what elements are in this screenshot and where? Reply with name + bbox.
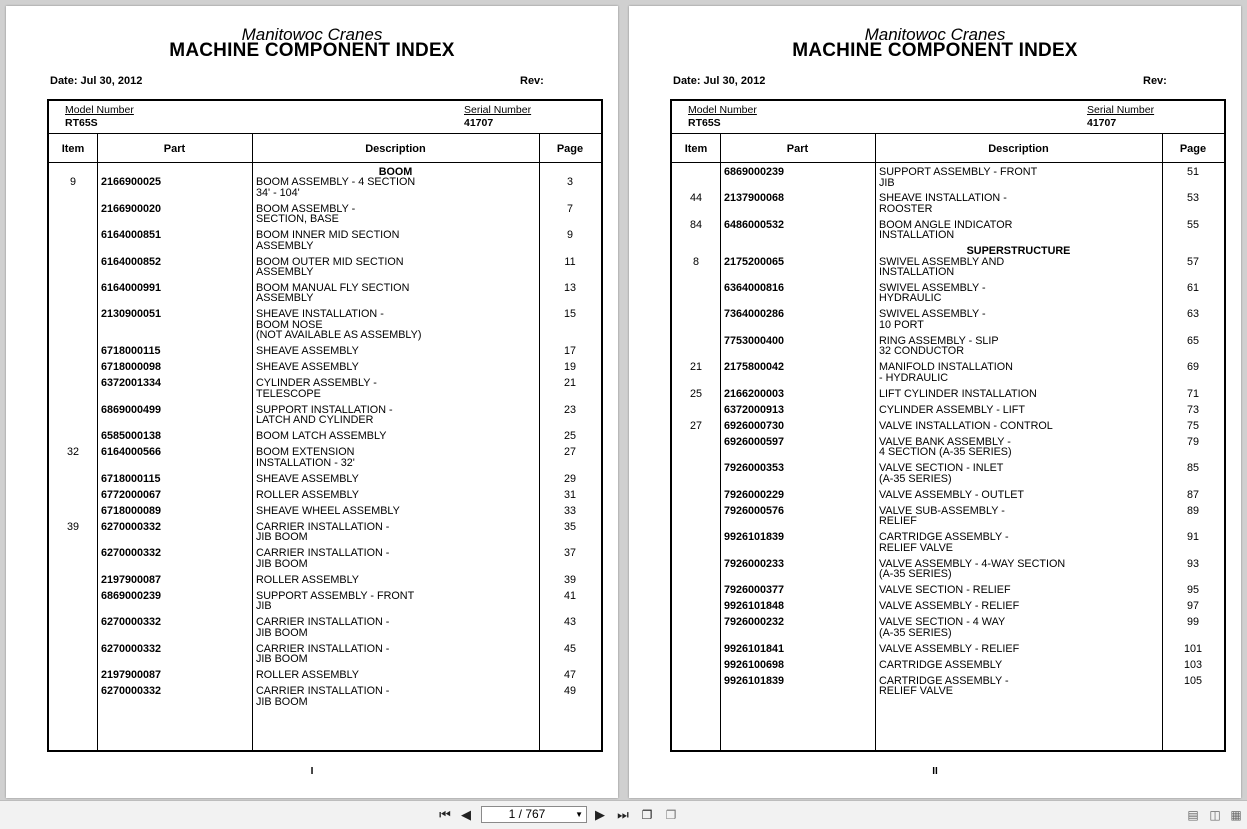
row-description-line: JIB BOOM (256, 653, 308, 665)
row-description-line: VALVE SECTION - INLET (879, 462, 1004, 475)
row-description (256, 474, 538, 485)
row-page-number: 103 (1183, 658, 1202, 671)
row-description-line: BOOM ASSEMBLY - (256, 202, 356, 215)
row-part-number: 7926000232 (724, 616, 785, 629)
row-description-line: ASSEMBLY (256, 239, 314, 252)
row-page-number: 73 (1186, 403, 1199, 416)
row-description (879, 309, 1161, 330)
next-page-icon[interactable]: ▶ (595, 807, 605, 822)
row-part-number: 6718000089 (101, 504, 162, 517)
row-page-number: 85 (1186, 462, 1199, 475)
row-description (879, 559, 1161, 580)
row-description (256, 346, 538, 357)
row-description (256, 617, 538, 638)
row-description (879, 193, 1161, 214)
row-page-number: 31 (563, 488, 576, 501)
row-page-number: 71 (1186, 387, 1199, 400)
row-part-number: 6718000115 (101, 472, 161, 485)
row-description (879, 644, 1161, 655)
row-description-line: - HYDRAULIC (879, 371, 948, 384)
column-headers (672, 134, 1224, 163)
row-description (256, 591, 538, 612)
row-description (256, 447, 538, 468)
row-part-number: 2166900020 (101, 202, 162, 215)
row-description-line: VALVE ASSEMBLY - 4-WAY SECTION (879, 557, 1066, 570)
row-description-line: VALVE ASSEMBLY - RELIEF (879, 642, 1020, 655)
single-page-view-icon[interactable]: ❐ (641, 808, 653, 822)
row-part-number: 6164000566 (101, 446, 162, 459)
row-part-number: 6869000239 (724, 166, 785, 178)
row-page-number: 9 (566, 229, 573, 242)
row-page-number: 93 (1186, 557, 1199, 570)
column-header-description: Description (365, 143, 426, 155)
row-part-number: 6926000730 (724, 419, 785, 432)
row-description-line: ROLLER ASSEMBLY (256, 668, 360, 681)
row-description-line: BOOM LATCH ASSEMBLY (256, 430, 387, 442)
row-part-number: 6270000332 (101, 520, 162, 533)
row-part-number: 7926000233 (724, 557, 785, 570)
row-description-line: RELIEF VALVE (879, 541, 954, 554)
model-number-value: RT65S (688, 117, 721, 129)
column-header-description: Description (988, 143, 1049, 155)
row-page-number: 53 (1186, 192, 1199, 205)
row-page-number: 63 (1186, 308, 1199, 321)
document-date: Date: Jul 30, 2012 (50, 75, 143, 87)
row-description-line: VALVE BANK ASSEMBLY - (879, 435, 1011, 448)
row-description-line: LIFT CYLINDER INSTALLATION (879, 387, 1037, 400)
row-part-number: 6164000852 (101, 255, 162, 268)
row-page-number: 41 (563, 589, 576, 602)
row-page-number: 57 (1186, 255, 1199, 268)
row-description (256, 378, 538, 399)
column-header-page: Page (556, 143, 584, 155)
row-page-number: 43 (563, 616, 576, 629)
row-description-line: SWIVEL ASSEMBLY AND (879, 255, 1005, 268)
row-description-line: SUPPORT ASSEMBLY - FRONT (879, 166, 1038, 178)
row-description (879, 220, 1161, 241)
row-description (879, 532, 1161, 553)
component-index-table (47, 99, 603, 752)
row-description-line: BOOM OUTER MID SECTION (256, 255, 404, 268)
row-description (256, 548, 538, 569)
row-description-line: CARRIER INSTALLATION - (256, 520, 390, 533)
row-description-line: (A-35 SERIES) (879, 626, 952, 639)
row-description-line: JIB (256, 600, 272, 613)
row-description-line: SHEAVE ASSEMBLY (256, 472, 359, 485)
row-description-line: ASSEMBLY (256, 292, 314, 305)
row-description (879, 676, 1161, 697)
column-header-page: Page (1179, 143, 1207, 155)
row-description-line: VALVE SECTION - RELIEF (879, 583, 1011, 596)
row-description-line: BOOM INNER MID SECTION (256, 229, 400, 242)
row-description (256, 283, 538, 304)
row-part-number: 2197900087 (101, 573, 162, 586)
row-description (879, 421, 1161, 432)
row-description-line: SHEAVE ASSEMBLY (256, 361, 359, 374)
pdf-page-2 (629, 6, 1241, 798)
row-description (879, 389, 1161, 400)
row-description-line: CARTRIDGE ASSEMBLY - (879, 531, 1009, 544)
brand-name: Manitowoc Cranes (864, 25, 1006, 44)
row-description-line: RING ASSEMBLY - SLIP (879, 334, 999, 347)
row-part-number: 6869000499 (101, 403, 162, 416)
row-description-line: SHEAVE INSTALLATION - (256, 308, 384, 321)
row-description-line: INSTALLATION (879, 266, 955, 278)
row-description (256, 670, 538, 681)
row-page-number: 89 (1186, 504, 1199, 517)
row-description-line: SUPPORT INSTALLATION - (256, 403, 393, 416)
row-description-line: VALVE INSTALLATION - CONTROL (879, 419, 1053, 432)
row-description (256, 431, 538, 442)
row-description (256, 257, 538, 278)
row-description-line: BOOM EXTENSION (256, 446, 355, 459)
page-indicator: 1 / 767 (508, 807, 546, 821)
row-page-number: 99 (1186, 616, 1199, 629)
row-part-number: 6164000991 (101, 281, 162, 294)
facing-view-icon[interactable]: ◫ (1209, 808, 1221, 822)
revision-label: Rev: (1143, 75, 1167, 87)
row-description (879, 437, 1161, 458)
row-description-line: BOOM ANGLE INDICATOR (879, 218, 1013, 231)
row-description-line: RELIEF VALVE (879, 685, 954, 698)
row-description-line: SHEAVE WHEEL ASSEMBLY (256, 504, 400, 517)
row-page-number: 97 (1186, 600, 1199, 612)
row-part-number: 6718000115 (101, 345, 161, 357)
row-part-number: 6164000851 (101, 229, 162, 242)
row-part-number: 6364000816 (724, 281, 785, 294)
row-description-line: CARRIER INSTALLATION - (256, 642, 390, 655)
row-description (879, 336, 1161, 357)
row-part-number: 6270000332 (101, 547, 162, 560)
first-page-icon[interactable]: ⏮ (439, 807, 451, 822)
row-description-line: SECTION, BASE (256, 213, 339, 226)
row-part-number: 2137900068 (724, 192, 785, 205)
brand-name: Manitowoc Cranes (241, 25, 383, 44)
row-page-number: 33 (563, 504, 576, 517)
row-part-number: 6486000532 (724, 218, 785, 231)
row-description-line: INSTALLATION (879, 229, 955, 242)
row-part-number: 2166200003 (724, 387, 785, 400)
row-description-line: CARRIER INSTALLATION - (256, 616, 390, 629)
row-part-number: 7753000400 (724, 334, 785, 347)
row-part-number: 6270000332 (101, 616, 162, 629)
row-description-line: (A-35 SERIES) (879, 568, 952, 580)
row-description-line: SUPPORT ASSEMBLY - FRONT (256, 589, 415, 602)
row-item-number: 27 (689, 419, 702, 432)
serial-number-value: 41707 (464, 117, 494, 129)
row-description (256, 522, 538, 543)
section-heading: SUPERSTRUCTURE (966, 244, 1071, 257)
row-part-number: 9926100698 (724, 658, 785, 671)
row-item-number: 39 (66, 520, 79, 533)
row-description-line: 34' - 104' (256, 186, 300, 199)
row-page-number: 49 (563, 685, 576, 697)
serial-number-label: Serial Number (1087, 104, 1155, 116)
column-header-item: Item (684, 143, 708, 155)
page-number-select[interactable] (481, 806, 587, 823)
row-item-number: 32 (66, 446, 79, 459)
column-headers (49, 134, 601, 163)
row-description (256, 204, 538, 225)
row-description (256, 405, 538, 426)
row-page-number: 7 (566, 202, 573, 215)
row-description (256, 644, 538, 665)
row-description-line: BOOM NOSE (256, 318, 323, 331)
row-description-line: VALVE ASSEMBLY - OUTLET (879, 488, 1025, 501)
row-description-line: 32 CONDUCTOR (879, 345, 964, 358)
row-description-line: CARRIER INSTALLATION - (256, 547, 390, 560)
row-item-number: 8 (692, 255, 699, 268)
row-part-number: 6372001334 (101, 377, 162, 390)
row-description-line: TELESCOPE (256, 387, 321, 400)
row-description-line: CYLINDER ASSEMBLY - (256, 377, 377, 390)
row-part-number: 2197900087 (101, 668, 162, 681)
row-description (879, 506, 1161, 527)
continuous-view-icon[interactable]: ❐ (665, 808, 677, 822)
row-part-number: 9926101848 (724, 600, 785, 612)
row-part-number: 7364000286 (724, 308, 785, 321)
row-description-line: JIB BOOM (256, 531, 308, 544)
page-folio: II (932, 766, 938, 777)
serial-number-label: Serial Number (464, 104, 532, 116)
row-part-number: 6718000098 (101, 361, 162, 374)
row-page-number: 47 (563, 668, 576, 681)
row-description-line: 10 PORT (879, 318, 924, 331)
row-part-number: 9926101839 (724, 531, 785, 544)
row-page-number: 3 (566, 176, 573, 189)
row-description-line: (A-35 SERIES) (879, 472, 952, 485)
row-item-number: 25 (689, 387, 702, 400)
model-number-label: Model Number (688, 104, 757, 116)
row-part-number: 9926101839 (724, 674, 785, 687)
row-description-line: SWIVEL ASSEMBLY - (879, 281, 986, 294)
row-page-number: 17 (563, 345, 576, 357)
row-description-line: ASSEMBLY (256, 266, 314, 278)
row-part-number: 2175800042 (724, 361, 785, 374)
document-date: Date: Jul 30, 2012 (673, 75, 766, 87)
row-part-number: 6585000138 (101, 430, 162, 442)
row-description-line: JIB (879, 176, 895, 189)
document-title: MACHINE COMPONENT INDEX (792, 40, 1078, 61)
row-part-number: 6372000913 (724, 403, 785, 416)
column-header-part: Part (786, 143, 809, 155)
row-page-number: 91 (1186, 531, 1199, 544)
row-description-line: JIB BOOM (256, 557, 308, 570)
row-part-number: 7926000576 (724, 504, 785, 517)
row-description (879, 617, 1161, 638)
row-page-number: 51 (1186, 166, 1199, 178)
row-description-line: ROOSTER (879, 202, 933, 215)
row-page-number: 45 (563, 642, 576, 655)
row-description-line: SHEAVE INSTALLATION - (879, 192, 1007, 205)
row-description-line: VALVE ASSEMBLY - RELIEF (879, 600, 1020, 612)
previous-page-icon[interactable]: ◀ (461, 807, 471, 822)
row-description (879, 490, 1161, 501)
row-description-line: ROLLER ASSEMBLY (256, 488, 360, 501)
row-description (256, 490, 538, 501)
viewer-toolbar (0, 800, 1247, 829)
row-part-number: 9926101841 (724, 642, 785, 655)
row-page-number: 15 (563, 308, 576, 321)
pdf-page-1 (6, 6, 618, 798)
last-page-icon[interactable]: ⏭ (617, 807, 629, 822)
row-description-line: VALVE SUB-ASSEMBLY - (879, 504, 1005, 517)
model-number-value: RT65S (65, 117, 98, 129)
row-part-number: 6270000332 (101, 685, 162, 697)
column-header-part: Part (163, 143, 186, 155)
row-page-number: 23 (563, 403, 576, 416)
row-description (879, 405, 1161, 416)
row-page-number: 69 (1186, 361, 1199, 374)
row-page-number: 11 (564, 255, 576, 268)
row-item-number: 44 (689, 192, 702, 205)
text-view-icon[interactable]: ▤ (1187, 808, 1199, 822)
row-page-number: 19 (563, 361, 576, 374)
row-description-line: ROLLER ASSEMBLY (256, 573, 360, 586)
row-part-number: 7926000229 (724, 488, 785, 501)
row-description-line: INSTALLATION - 32' (256, 456, 355, 469)
row-description-line: JIB BOOM (256, 695, 308, 708)
row-description-line: SHEAVE ASSEMBLY (256, 345, 359, 357)
row-page-number: 87 (1186, 488, 1199, 501)
row-part-number: 6772000067 (101, 488, 162, 501)
row-page-number: 37 (563, 547, 576, 560)
row-page-number: 101 (1183, 642, 1202, 655)
row-description (256, 309, 538, 341)
row-page-number: 25 (563, 430, 576, 442)
row-description (879, 601, 1161, 612)
row-page-number: 35 (563, 520, 576, 533)
row-description (879, 167, 1161, 188)
section-heading: BOOM (378, 166, 413, 178)
row-description-line: VALVE SECTION - 4 WAY (879, 616, 1006, 629)
row-description-line: (NOT AVAILABLE AS ASSEMBLY) (256, 329, 422, 342)
row-item-number: 9 (69, 176, 76, 189)
row-description-line: CARRIER INSTALLATION - (256, 685, 390, 697)
row-page-number: 39 (563, 573, 576, 586)
row-description-line: CARTRIDGE ASSEMBLY (879, 658, 1003, 671)
row-description-line: RELIEF (879, 515, 917, 528)
row-description-line: JIB BOOM (256, 626, 308, 639)
row-description-line: BOOM MANUAL FLY SECTION (256, 281, 410, 294)
row-description (879, 283, 1161, 304)
row-description (256, 362, 538, 373)
row-description (256, 177, 538, 198)
serial-number-value: 41707 (1087, 117, 1117, 129)
row-description (879, 257, 1161, 278)
row-part-number: 2130900051 (101, 308, 162, 321)
row-part-number: 6869000239 (101, 589, 162, 602)
row-description (256, 230, 538, 251)
revision-label: Rev: (520, 75, 544, 87)
row-description-line: SWIVEL ASSEMBLY - (879, 308, 986, 321)
model-number-label: Model Number (65, 104, 134, 116)
row-page-number: 75 (1186, 419, 1199, 432)
row-part-number: 7926000377 (724, 583, 785, 596)
row-description (879, 463, 1161, 484)
row-item-number: 21 (689, 361, 702, 374)
row-part-number: 2175200065 (724, 255, 785, 268)
row-page-number: 65 (1186, 334, 1199, 347)
row-description (879, 660, 1161, 671)
row-description (256, 575, 538, 586)
row-page-number: 61 (1186, 281, 1199, 294)
row-part-number: 6926000597 (724, 435, 785, 448)
row-page-number: 13 (563, 281, 576, 294)
row-part-number: 6270000332 (101, 642, 162, 655)
page-folio: I (310, 766, 314, 777)
row-description-line: BOOM ASSEMBLY - 4 SECTION (256, 176, 416, 189)
row-description-line: 4 SECTION (A-35 SERIES) (879, 446, 1012, 459)
row-description (879, 585, 1161, 596)
row-description-line: MANIFOLD INSTALLATION (879, 361, 1013, 374)
row-page-number: 29 (563, 472, 576, 485)
column-header-item: Item (61, 143, 85, 155)
row-description (256, 686, 538, 707)
row-page-number: 21 (563, 377, 576, 390)
row-page-number: 55 (1186, 218, 1199, 231)
model-serial-header (672, 101, 1224, 134)
model-serial-header (49, 101, 601, 134)
row-description (879, 362, 1161, 383)
row-description-line: CYLINDER ASSEMBLY - LIFT (879, 403, 1025, 416)
row-description-line: HYDRAULIC (879, 292, 942, 305)
row-item-number: 84 (689, 218, 702, 231)
component-index-table (670, 99, 1226, 752)
grid-view-icon[interactable]: ▦ (1230, 808, 1242, 822)
row-part-number: 2166900025 (101, 176, 162, 189)
chevron-down-icon: ▼ (575, 810, 583, 819)
row-page-number: 79 (1186, 435, 1199, 448)
row-page-number: 95 (1186, 583, 1199, 596)
row-description-line: LATCH AND CYLINDER (256, 414, 374, 427)
document-title: MACHINE COMPONENT INDEX (169, 40, 455, 61)
row-part-number: 7926000353 (724, 462, 785, 475)
row-page-number: 105 (1183, 674, 1202, 687)
row-page-number: 27 (563, 446, 576, 459)
row-description (256, 506, 538, 517)
row-description-line: CARTRIDGE ASSEMBLY - (879, 674, 1009, 687)
